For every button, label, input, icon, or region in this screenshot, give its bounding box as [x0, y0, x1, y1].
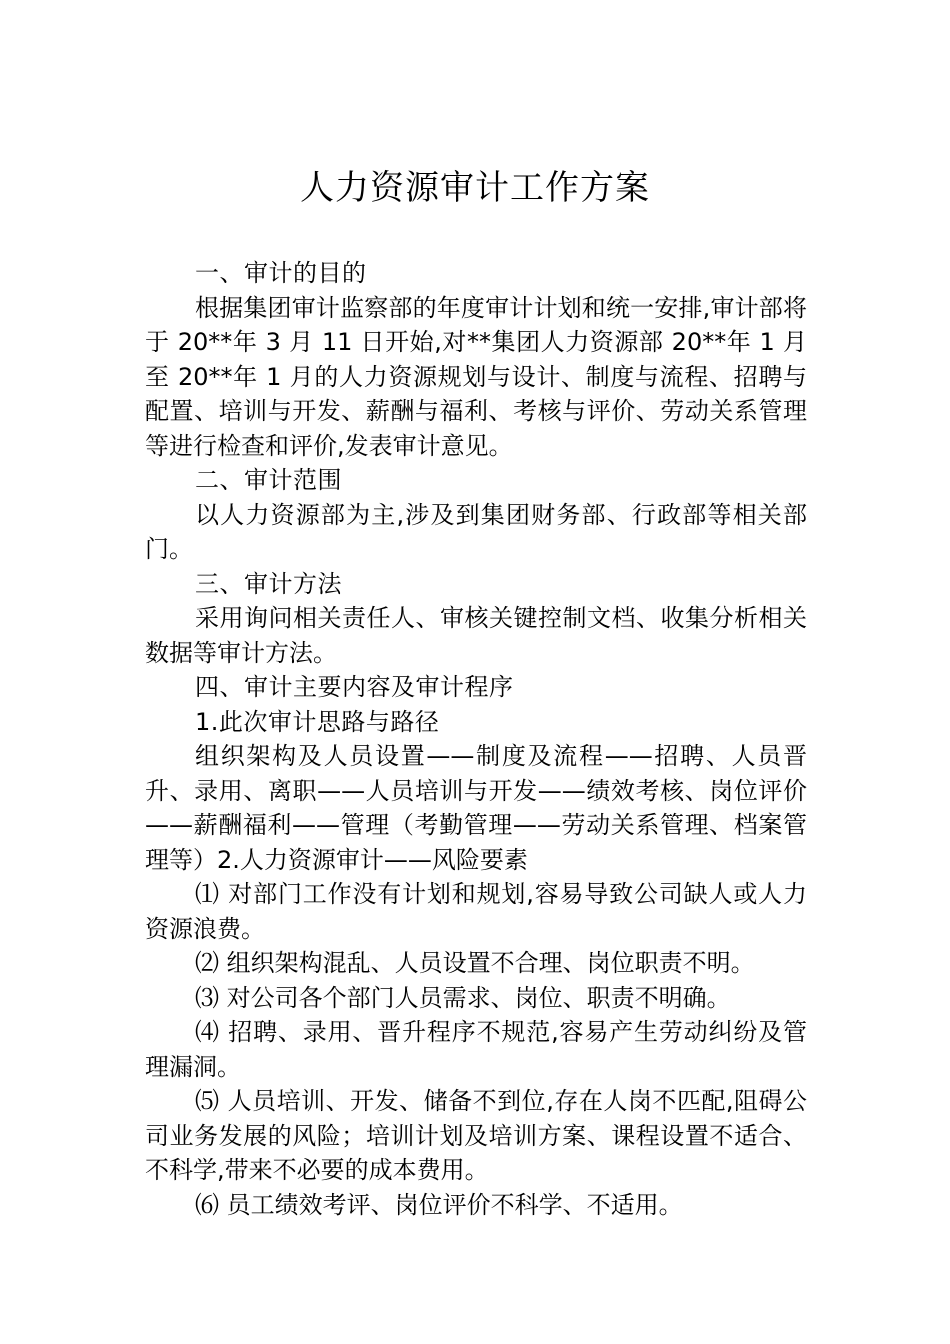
risk-item: ⑵ 组织架构混乱、人员设置不合理、岗位职责不明。 [195, 949, 755, 977]
paragraph-approach: 组织架构及人员设置——制度及流程——招聘、人员晋升、录用、离职——人员培训与开发——绩效考核、岗位评价——薪酬福利——管理（考勤管理——劳动关系管理、档案管理等）2.人力资源审计——风险要素 [145, 742, 807, 874]
risk-item: ⑹ 员工绩效考评、岗位评价不科学、不适用。 [195, 1190, 683, 1219]
risk-item: ⑷ 招聘、录用、晋升程序不规范,容易产生劳动纠纷及管理漏洞。 [145, 1018, 807, 1081]
subheading-approach: 1.此次审计思路与路径 [195, 707, 440, 736]
document-title: 人力资源审计工作方案 [300, 168, 650, 208]
paragraph-purpose: 根据集团审计监察部的年度审计计划和统一安排,审计部将于 20**年 3 月 11 日开始,对**集团人力资源部 20**年 1 月至 20**年 1 月的人力资源规划与设计、制度与流程、招聘与配置、培训与开发、薪酬与福利、考核与评价、劳动关系管理等进行检查和评价,发表审计意见。 [145, 293, 807, 460]
section-heading-content: 四、审计主要内容及审计程序 [195, 673, 514, 701]
document-body [145, 256, 807, 1222]
section-heading-scope: 二、审计范围 [195, 466, 342, 494]
risk-item: ⑴ 对部门工作没有计划和规划,容易导致公司缺人或人力资源浪费。 [145, 880, 807, 943]
paragraph-scope: 以人力资源部为主,涉及到集团财务部、行政部等相关部门。 [145, 500, 807, 563]
risk-item: ⑶ 对公司各个部门人员需求、岗位、职责不明确。 [195, 983, 731, 1012]
section-heading-purpose: 一、审计的目的 [195, 259, 367, 287]
paragraph-method: 采用询问相关责任人、审核关键控制文档、收集分析相关数据等审计方法。 [145, 604, 807, 667]
risk-item: ⑸ 人员培训、开发、储备不到位,存在人岗不匹配,阻碍公司业务发展的风险；培训计划及培训方案、课程设置不适合、不科学,带来不必要的成本费用。 [145, 1087, 807, 1184]
section-heading-method: 三、审计方法 [195, 569, 342, 598]
